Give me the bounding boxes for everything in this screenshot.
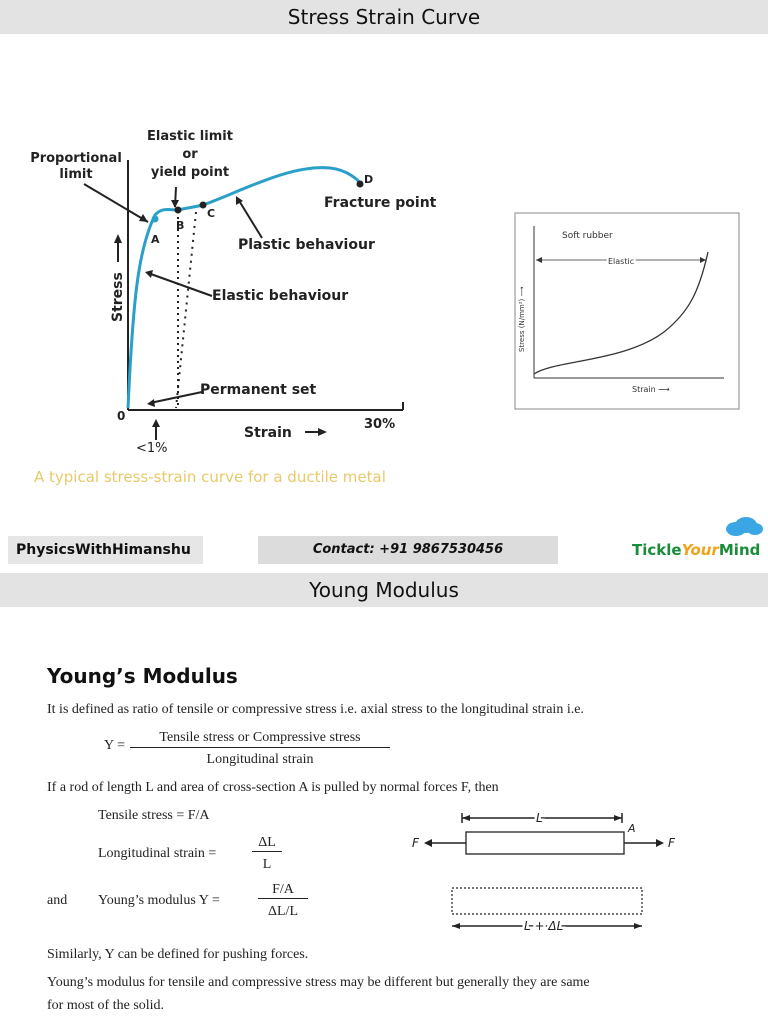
long-strain-den: L (262, 857, 272, 872)
note-line-2: for most of the solid. (47, 998, 165, 1013)
label-plastic: Plastic behaviour (238, 237, 375, 253)
label-point-c: C (207, 207, 216, 220)
ym-num: F/A (258, 882, 308, 899)
label-point-b: B (176, 219, 185, 232)
section-title-stress-strain: Stress Strain Curve (0, 0, 768, 34)
rubber-ylabel: Stress (N/mm²) ⟶ (518, 286, 526, 352)
brand-physicswithhimanshu: PhysicsWithHimanshu (8, 536, 203, 564)
point-c-marker (200, 202, 207, 209)
label-permanent: Permanent set (200, 382, 317, 398)
brand-mind: Mind (718, 541, 761, 559)
note-line-1: Young’s modulus for tensile and compressive stress may be different but generally they are same (47, 975, 590, 990)
diagram-F-right: F (668, 836, 675, 850)
stress-strain-diagram (0, 100, 470, 500)
label-30pct: 30% (364, 417, 396, 432)
label-fracture: Fracture point (324, 195, 437, 211)
label-elastic: Elastic behaviour (212, 288, 349, 304)
label-stress: Stress (110, 272, 126, 322)
rod-diagram (400, 808, 700, 938)
label-point-a: A (151, 233, 160, 246)
diagram-L-dL: L + ΔL (524, 919, 564, 933)
similarly-text: Similarly, Y can be defined for pushing forces. (47, 947, 309, 962)
label-strain: Strain (244, 425, 292, 441)
arrow-plastic (238, 199, 262, 238)
young-heading: Young’s Modulus (47, 664, 238, 688)
diagram-L: L (536, 811, 543, 825)
ym-den: ΔL/L (268, 904, 298, 919)
formula-numerator: Tensile stress or Compressive stress (130, 730, 390, 748)
brand-your: Your (681, 541, 719, 559)
label-elastic-limit-2: or (182, 147, 198, 162)
label-proportional-2: limit (59, 167, 93, 182)
formula-denominator: Longitudinal strain (206, 752, 314, 767)
point-b-marker (175, 207, 182, 214)
contact-info: Contact: +91 9867530456 (258, 536, 558, 564)
rubber-title: Soft rubber (562, 231, 613, 241)
stretched-rod-rect (452, 888, 642, 914)
rod-rect (466, 832, 624, 854)
young-definition: It is defined as ratio of tensile or compressive stress i.e. axial stress to the longitudinal strain i.e. (47, 702, 584, 717)
diagram-A: A (628, 822, 636, 835)
rubber-xlabel: Strain ⟶ (632, 385, 670, 394)
label-origin: 0 (117, 409, 126, 423)
long-strain-label: Longitudinal strain = (98, 846, 217, 861)
cloud-icon (724, 516, 764, 538)
soft-rubber-diagram (514, 212, 740, 410)
arrow-proportional (84, 184, 148, 222)
curve-caption: A typical stress-strain curve for a ductile metal (34, 468, 386, 486)
brand-ticklemymind (632, 536, 762, 564)
brand-tickle: Tickle (632, 541, 682, 559)
arrow-elastic (148, 273, 212, 296)
label-elastic-limit-1: Elastic limit (147, 129, 233, 144)
formula-lhs: Y = (104, 738, 125, 753)
section-title-young: Young Modulus (0, 573, 768, 607)
point-a-marker (152, 216, 159, 223)
rod-text: If a rod of length L and area of cross-section A is pulled by normal forces F, then (47, 780, 499, 795)
rubber-elastic: Elastic (608, 257, 635, 266)
ym-label: Young’s modulus Y = (98, 893, 220, 908)
and-word: and (47, 893, 68, 908)
diagram-F-left: F (412, 836, 419, 850)
label-proportional-1: Proportional (30, 151, 122, 166)
label-elastic-limit-3: yield point (150, 165, 230, 180)
label-point-d: D (364, 173, 374, 186)
label-1pct: <1% (136, 441, 168, 456)
tensile-stress: Tensile stress = F/A (98, 808, 210, 823)
long-strain-num: ΔL (252, 835, 282, 852)
point-d-marker (357, 181, 364, 188)
